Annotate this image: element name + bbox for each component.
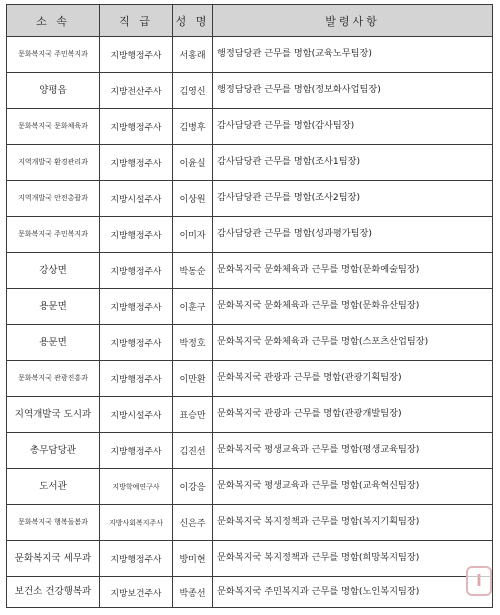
table-row	[7, 289, 493, 325]
cell-order: 문화복지국 복지정책과 근무를 명함(희망복지팀장)	[213, 541, 493, 577]
table-row	[7, 577, 493, 608]
header-name: 성 명	[173, 5, 213, 37]
cell-dept: 문화복지국 주민복지과	[7, 37, 100, 73]
cell-order: 행정담당관 근무를 명함(교육노무팀장)	[213, 37, 493, 73]
cell-name: 김영신	[173, 73, 213, 109]
cell-dept: 지역개발국 환경관리과	[7, 145, 100, 181]
cell-order: 문화복지국 관광과 근무를 명함(관광개발팀장)	[213, 397, 493, 433]
cell-dept: 문화복지국 행복돌봄과	[7, 505, 100, 541]
personnel-table	[6, 4, 493, 608]
cell-grade: 지방행정주사	[100, 361, 173, 397]
cell-order: 문화복지국 문화체육과 근무를 명함(문화예술팀장)	[213, 253, 493, 289]
cell-name: 박정호	[173, 325, 213, 361]
header-order: 발령사항	[213, 5, 493, 37]
cell-grade: 지방행정주사	[100, 541, 173, 577]
cell-dept: 강상면	[7, 253, 100, 289]
table-row	[7, 73, 493, 109]
table-row	[7, 181, 493, 217]
table-row	[7, 217, 493, 253]
cell-name: 방미현	[173, 541, 213, 577]
personnel-order-sheet	[6, 4, 492, 608]
cell-name: 표승만	[173, 397, 213, 433]
table-row	[7, 469, 493, 505]
cell-grade: 지방행정주사	[100, 37, 173, 73]
table-row	[7, 253, 493, 289]
cell-grade: 지방행정주사	[100, 325, 173, 361]
cell-name: 김병후	[173, 109, 213, 145]
cell-dept: 지역개발국 도시과	[7, 397, 100, 433]
cell-name: 이미자	[173, 217, 213, 253]
cell-grade: 지방행정주사	[100, 289, 173, 325]
cell-grade: 지방보건주사	[100, 577, 173, 608]
cell-grade: 지방시설주사	[100, 397, 173, 433]
header-dept: 소 속	[7, 5, 100, 37]
cell-order: 감사담당관 근무를 명함(조사1팀장)	[213, 145, 493, 181]
cell-grade: 지방학예연구사	[100, 469, 173, 505]
cell-dept: 용문면	[7, 325, 100, 361]
cell-order: 문화복지국 복지정책과 근무를 명함(복지기획팀장)	[213, 505, 493, 541]
cell-name: 서홍래	[173, 37, 213, 73]
cell-dept: 총무담당관	[7, 433, 100, 469]
cell-name: 이강응	[173, 469, 213, 505]
cell-grade: 지방행정주사	[100, 253, 173, 289]
cell-grade: 지방행정주사	[100, 145, 173, 181]
table-row	[7, 325, 493, 361]
cell-name: 신은주	[173, 505, 213, 541]
cell-order: 문화복지국 문화체육과 근무를 명함(스포츠산업팀장)	[213, 325, 493, 361]
cell-order: 문화복지국 관광과 근무를 명함(관광기획팀장)	[213, 361, 493, 397]
cell-order: 감사담당관 근무를 명함(조사2팀장)	[213, 181, 493, 217]
cell-order: 문화복지국 주민복지과 근무를 명함(노인복지팀장)	[213, 577, 493, 608]
header-grade: 직 급	[100, 5, 173, 37]
cell-dept: 지역개발국 안전총괄과	[7, 181, 100, 217]
cell-name: 박종선	[173, 577, 213, 608]
cell-dept: 도서관	[7, 469, 100, 505]
cell-order: 행정담당관 근무를 명함(정보화사업팀장)	[213, 73, 493, 109]
cell-name: 이상원	[173, 181, 213, 217]
cell-dept: 문화복지국 세무과	[7, 541, 100, 577]
cell-grade: 지방행정주사	[100, 433, 173, 469]
table-row	[7, 145, 493, 181]
table-header-row	[7, 5, 493, 37]
cell-dept: 문화복지국 문화체육과	[7, 109, 100, 145]
cell-name: 이훈구	[173, 289, 213, 325]
cell-dept: 문화복지국 관광진흥과	[7, 361, 100, 397]
table-row	[7, 37, 493, 73]
cell-order: 감사담당관 근무를 명함(성과평가팀장)	[213, 217, 493, 253]
cell-name: 이윤실	[173, 145, 213, 181]
table-row	[7, 505, 493, 541]
cell-dept: 양평읍	[7, 73, 100, 109]
table-row	[7, 433, 493, 469]
cell-grade: 지방시설주사	[100, 181, 173, 217]
cell-dept: 문화복지국 주민복지과	[7, 217, 100, 253]
cell-order: 문화복지국 평생교육과 근무를 명함(평생교육팀장)	[213, 433, 493, 469]
table-row	[7, 361, 493, 397]
cell-grade: 지방전산주사	[100, 73, 173, 109]
cell-dept: 용문면	[7, 289, 100, 325]
cell-name: 김진선	[173, 433, 213, 469]
table-row	[7, 397, 493, 433]
table-row	[7, 109, 493, 145]
cell-grade: 지방행정주사	[100, 109, 173, 145]
cell-grade: 지방사회복지주사	[100, 505, 173, 541]
cell-dept: 보건소 건강행복과	[7, 577, 100, 608]
cell-grade: 지방행정주사	[100, 217, 173, 253]
cell-name: 박동순	[173, 253, 213, 289]
cell-order: 감사담당관 근무를 명함(감사팀장)	[213, 109, 493, 145]
cell-order: 문화복지국 문화체육과 근무를 명함(문화유산팀장)	[213, 289, 493, 325]
news-logo-icon: i	[466, 566, 492, 596]
cell-order: 문화복지국 평생교육과 근무를 명함(교육혁신팀장)	[213, 469, 493, 505]
table-row	[7, 541, 493, 577]
cell-name: 이만환	[173, 361, 213, 397]
